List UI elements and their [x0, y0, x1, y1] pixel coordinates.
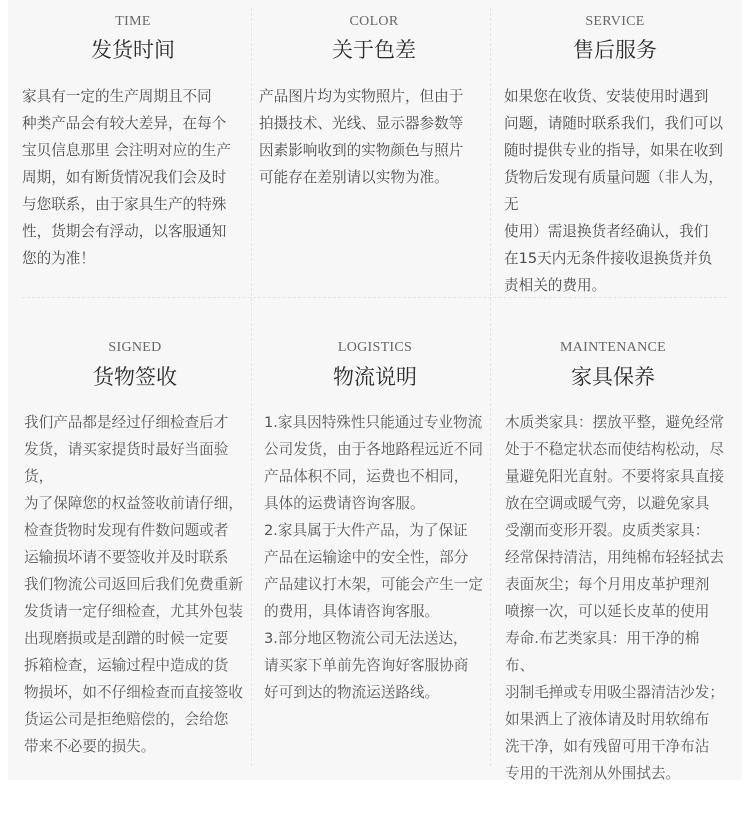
body-line: 发货请一定仔细检查，尤其外包装: [24, 603, 243, 620]
body-line: 产品体积不同，运费也不相同，: [264, 468, 469, 485]
section-title: 货物签收: [93, 365, 177, 389]
body-line: 2.家具属于大件产品，为了保证: [264, 522, 468, 539]
section-body: [264, 409, 486, 706]
body-line: 表面灰尘；每个月用皮革护理剂: [505, 576, 710, 593]
body-line: 1.家具因特殊性只能通过专业物流: [264, 414, 483, 431]
body-line: 经常保持清洁，用纯棉布轻轻拭去: [505, 549, 724, 566]
section-body: [505, 409, 727, 787]
body-line: 的费用，具体请咨询客服。: [264, 603, 440, 620]
body-line: 问题，请随时联系我们，我们可以: [504, 115, 723, 132]
body-line: 货运公司是拒绝赔偿的，会给您: [24, 711, 229, 728]
body-line: 寿命.布艺类家具：用干净的棉布、: [505, 630, 700, 674]
body-line: 在15天内无条件接收退换货并负: [504, 250, 713, 267]
body-line: 放在空调或暖气旁，以避免家具: [505, 495, 710, 512]
body-line: 随时提供专业的指导，如果在收到: [504, 142, 723, 159]
section-title: 关于色差: [332, 38, 416, 62]
body-line: 出现磨损或是刮蹭的时候一定要: [24, 630, 229, 647]
body-line: 您的为准！: [22, 250, 95, 267]
body-line: 我们物流公司返回后我们免费重新: [24, 576, 243, 593]
body-line: 好可到达的物流运送路线。: [264, 684, 440, 701]
body-line: 责相关的费用。: [504, 277, 607, 294]
section-en-title: COLOR: [349, 14, 399, 29]
body-line: 与您联系，由于家具生产的特殊: [22, 196, 227, 213]
body-line: 处于不稳定状态而使结构松动，尽: [505, 441, 724, 458]
body-line: 请买家下单前先咨询好客服协商: [264, 657, 469, 674]
body-line: 宝贝信息那里 会注明对应的生产: [22, 142, 231, 159]
section-en-title: LOGISTICS: [337, 340, 413, 355]
body-line: 羽制毛掸或专用吸尘器清洁沙发；: [505, 684, 724, 701]
body-line: 具体的运费请咨询客服。: [264, 495, 425, 512]
body-line: 周期，如有断货情况我们会及时: [22, 169, 227, 186]
body-line: 受潮而变形开裂。皮质类家具：: [505, 522, 710, 539]
body-line: 我们产品都是经过仔细检查后才: [24, 414, 229, 431]
body-line: 3.部分地区物流公司无法送达，: [264, 630, 468, 647]
section-title: 家具保养: [571, 365, 655, 389]
body-line: 量避免阳光直射。不要将家具直接: [505, 468, 724, 485]
body-line: 使用）需退换货者经确认，我们: [504, 223, 709, 240]
section-en-title: SERVICE: [585, 14, 645, 29]
body-line: 性，货期会有浮动，以客服通知: [22, 223, 227, 240]
body-line: 洗干净，如有残留可用干净布沾: [505, 738, 710, 755]
column-divider-2: [490, 8, 491, 766]
body-line: 可能存在差别请以实物为准。: [259, 169, 449, 186]
body-line: 产品在运输途中的安全性，部分: [264, 549, 469, 566]
body-line: 种类产品会有较大差异，在每个: [22, 115, 227, 132]
section-en-title: TIME: [115, 14, 151, 29]
body-line: 如果您在收货、安装使用时遇到: [504, 88, 709, 105]
body-line: 运输损坏请不要签收并及时联系: [24, 549, 229, 566]
body-line: 检查货物时发现有件数问题或者: [24, 522, 229, 539]
body-line: 专用的干洗剂从外围拭去。: [505, 765, 681, 782]
section-body: [259, 83, 481, 191]
column-divider-1: [251, 8, 252, 766]
section-en-title: MAINTENANCE: [560, 340, 666, 355]
body-line: 因素影响收到的实物颜色与照片: [259, 142, 464, 159]
section-title: 售后服务: [573, 38, 657, 62]
body-line: 如果洒上了液体请及时用软绵布: [505, 711, 710, 728]
body-line: 家具有一定的生产周期且不同: [22, 88, 212, 105]
body-line: 货物后发现有质量问题（非人为，无: [504, 169, 723, 213]
section-title: 物流说明: [333, 365, 417, 389]
body-line: 发货，请买家提货时最好当面验货，: [24, 441, 229, 485]
body-line: 拍摄技术、光线、显示器参数等: [259, 115, 464, 132]
body-line: 产品建议打木架，可能会产生一定: [264, 576, 483, 593]
body-line: 为了保障您的权益签收前请仔细，: [24, 495, 243, 512]
section-body: [504, 83, 726, 299]
body-line: 拆箱检查，运输过程中造成的货: [24, 657, 229, 674]
body-line: 喷擦一次，可以延长皮革的使用: [505, 603, 710, 620]
body-line: 物损坏，如不仔细检查而直接签收: [24, 684, 243, 701]
section-body: [24, 409, 246, 760]
body-line: 木质类家具：摆放平整，避免经常: [505, 414, 724, 431]
section-body: [22, 83, 244, 272]
body-line: 产品图片均为实物照片，但由于: [259, 88, 464, 105]
section-en-title: SIGNED: [108, 340, 162, 355]
body-line: 公司发货，由于各地路程远近不同: [264, 441, 483, 458]
section-title: 发货时间: [91, 38, 175, 62]
body-line: 带来不必要的损失。: [24, 738, 156, 755]
